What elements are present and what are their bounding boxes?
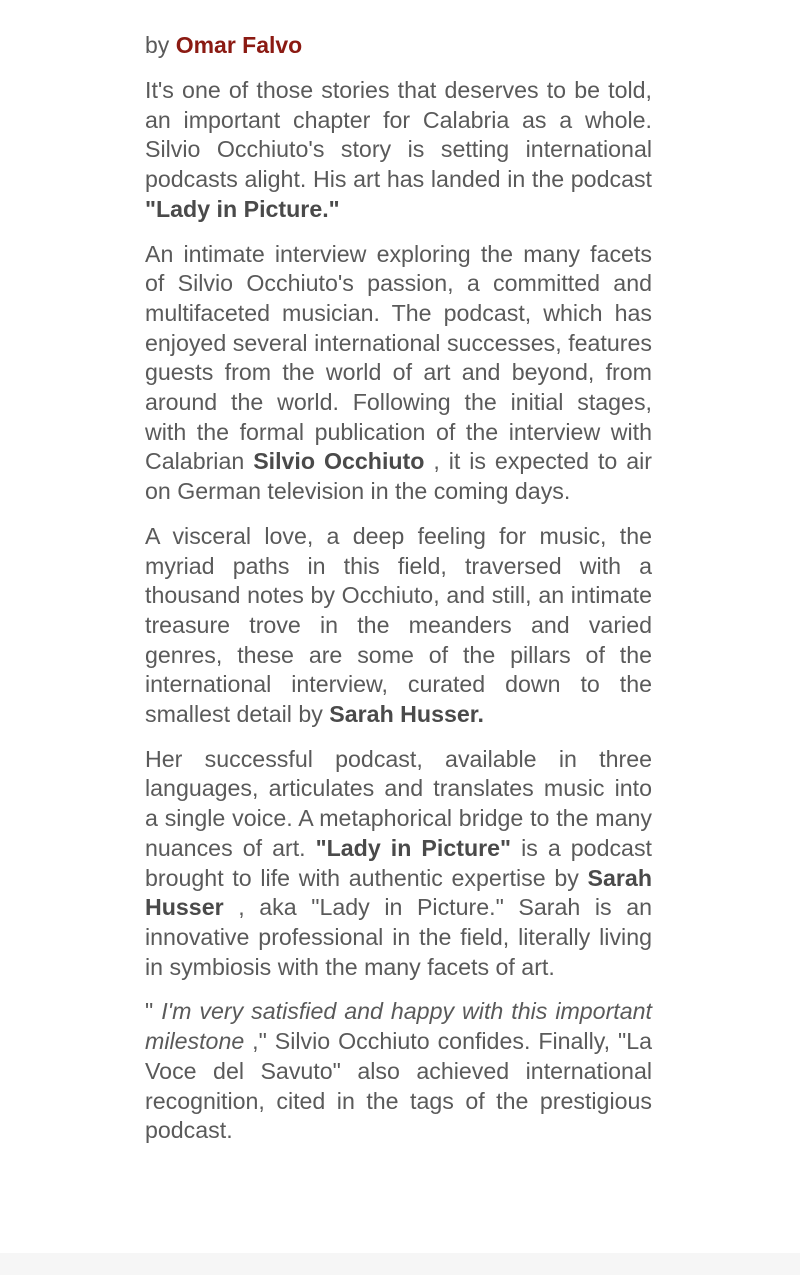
author-link[interactable]: Omar Falvo bbox=[175, 32, 303, 58]
paragraph-1-text: It's one of those stories that deserves to be told, an important chapter for Calabria as a whole. Silvio Occhiuto's story is setting international podcasts alight. His art has landed in the podcast bbox=[145, 77, 652, 193]
host-name-bold: Sarah Husser. bbox=[329, 701, 484, 728]
paragraph-2-text-a: An intimate interview exploring the many facets of Silvio Occhiuto's passion, a committed and multifaceted musician. The podcast, which has enjoyed several international successes, features guests from the world of art and beyond, from around the world. Following the initial stages, with the formal publication of the interview with Calabrian bbox=[145, 240, 652, 475]
paragraph-1 bbox=[145, 76, 652, 225]
paragraph-4-text-b: is a podcast brought to life with authentic expertise by bbox=[145, 834, 652, 891]
paragraph-2 bbox=[145, 240, 652, 507]
paragraph-4 bbox=[145, 745, 652, 983]
article-body bbox=[145, 30, 652, 1161]
paragraph-5-text: ," Silvio Occhiuto confides. Finally, "La Voce del Savuto" also achieved international recognition, cited in the tags of the prestigious podcast. bbox=[145, 1028, 652, 1144]
paragraph-4-text-a: Her successful podcast, available in three languages, articulates and translates music into a single voice. A metaphorical bridge to the many nuances of art. bbox=[145, 745, 652, 861]
podcast-title-bold: "Lady in Picture." bbox=[145, 195, 340, 222]
host-name-bold: Sarah Husser bbox=[145, 864, 652, 921]
quote-italic: I'm very satisfied and happy with this important milestone bbox=[145, 998, 652, 1055]
byline bbox=[145, 30, 652, 60]
bottom-bar bbox=[0, 1253, 800, 1275]
podcast-title-bold: "Lady in Picture" bbox=[315, 834, 512, 861]
musician-name-bold: Silvio Occhiuto bbox=[253, 448, 425, 475]
paragraph-2-text-b: , it is expected to air on German television in the coming days. bbox=[145, 448, 652, 505]
byline-prefix: by bbox=[145, 32, 176, 58]
quote-open: " bbox=[145, 998, 162, 1025]
paragraph-4-text-c: , aka "Lady in Picture." Sarah is an innovative professional in the field, literally living in symbiosis with the many facets of art. bbox=[145, 894, 652, 980]
paragraph-5 bbox=[145, 997, 652, 1146]
paragraph-3 bbox=[145, 522, 652, 730]
paragraph-3-text: A visceral love, a deep feeling for music, the myriad paths in this field, traversed with a thousand notes by Occhiuto, and still, an intimate treasure trove in the meanders and varied genres, these are some of the pillars of the international interview, curated down to the smallest detail by bbox=[145, 522, 652, 728]
